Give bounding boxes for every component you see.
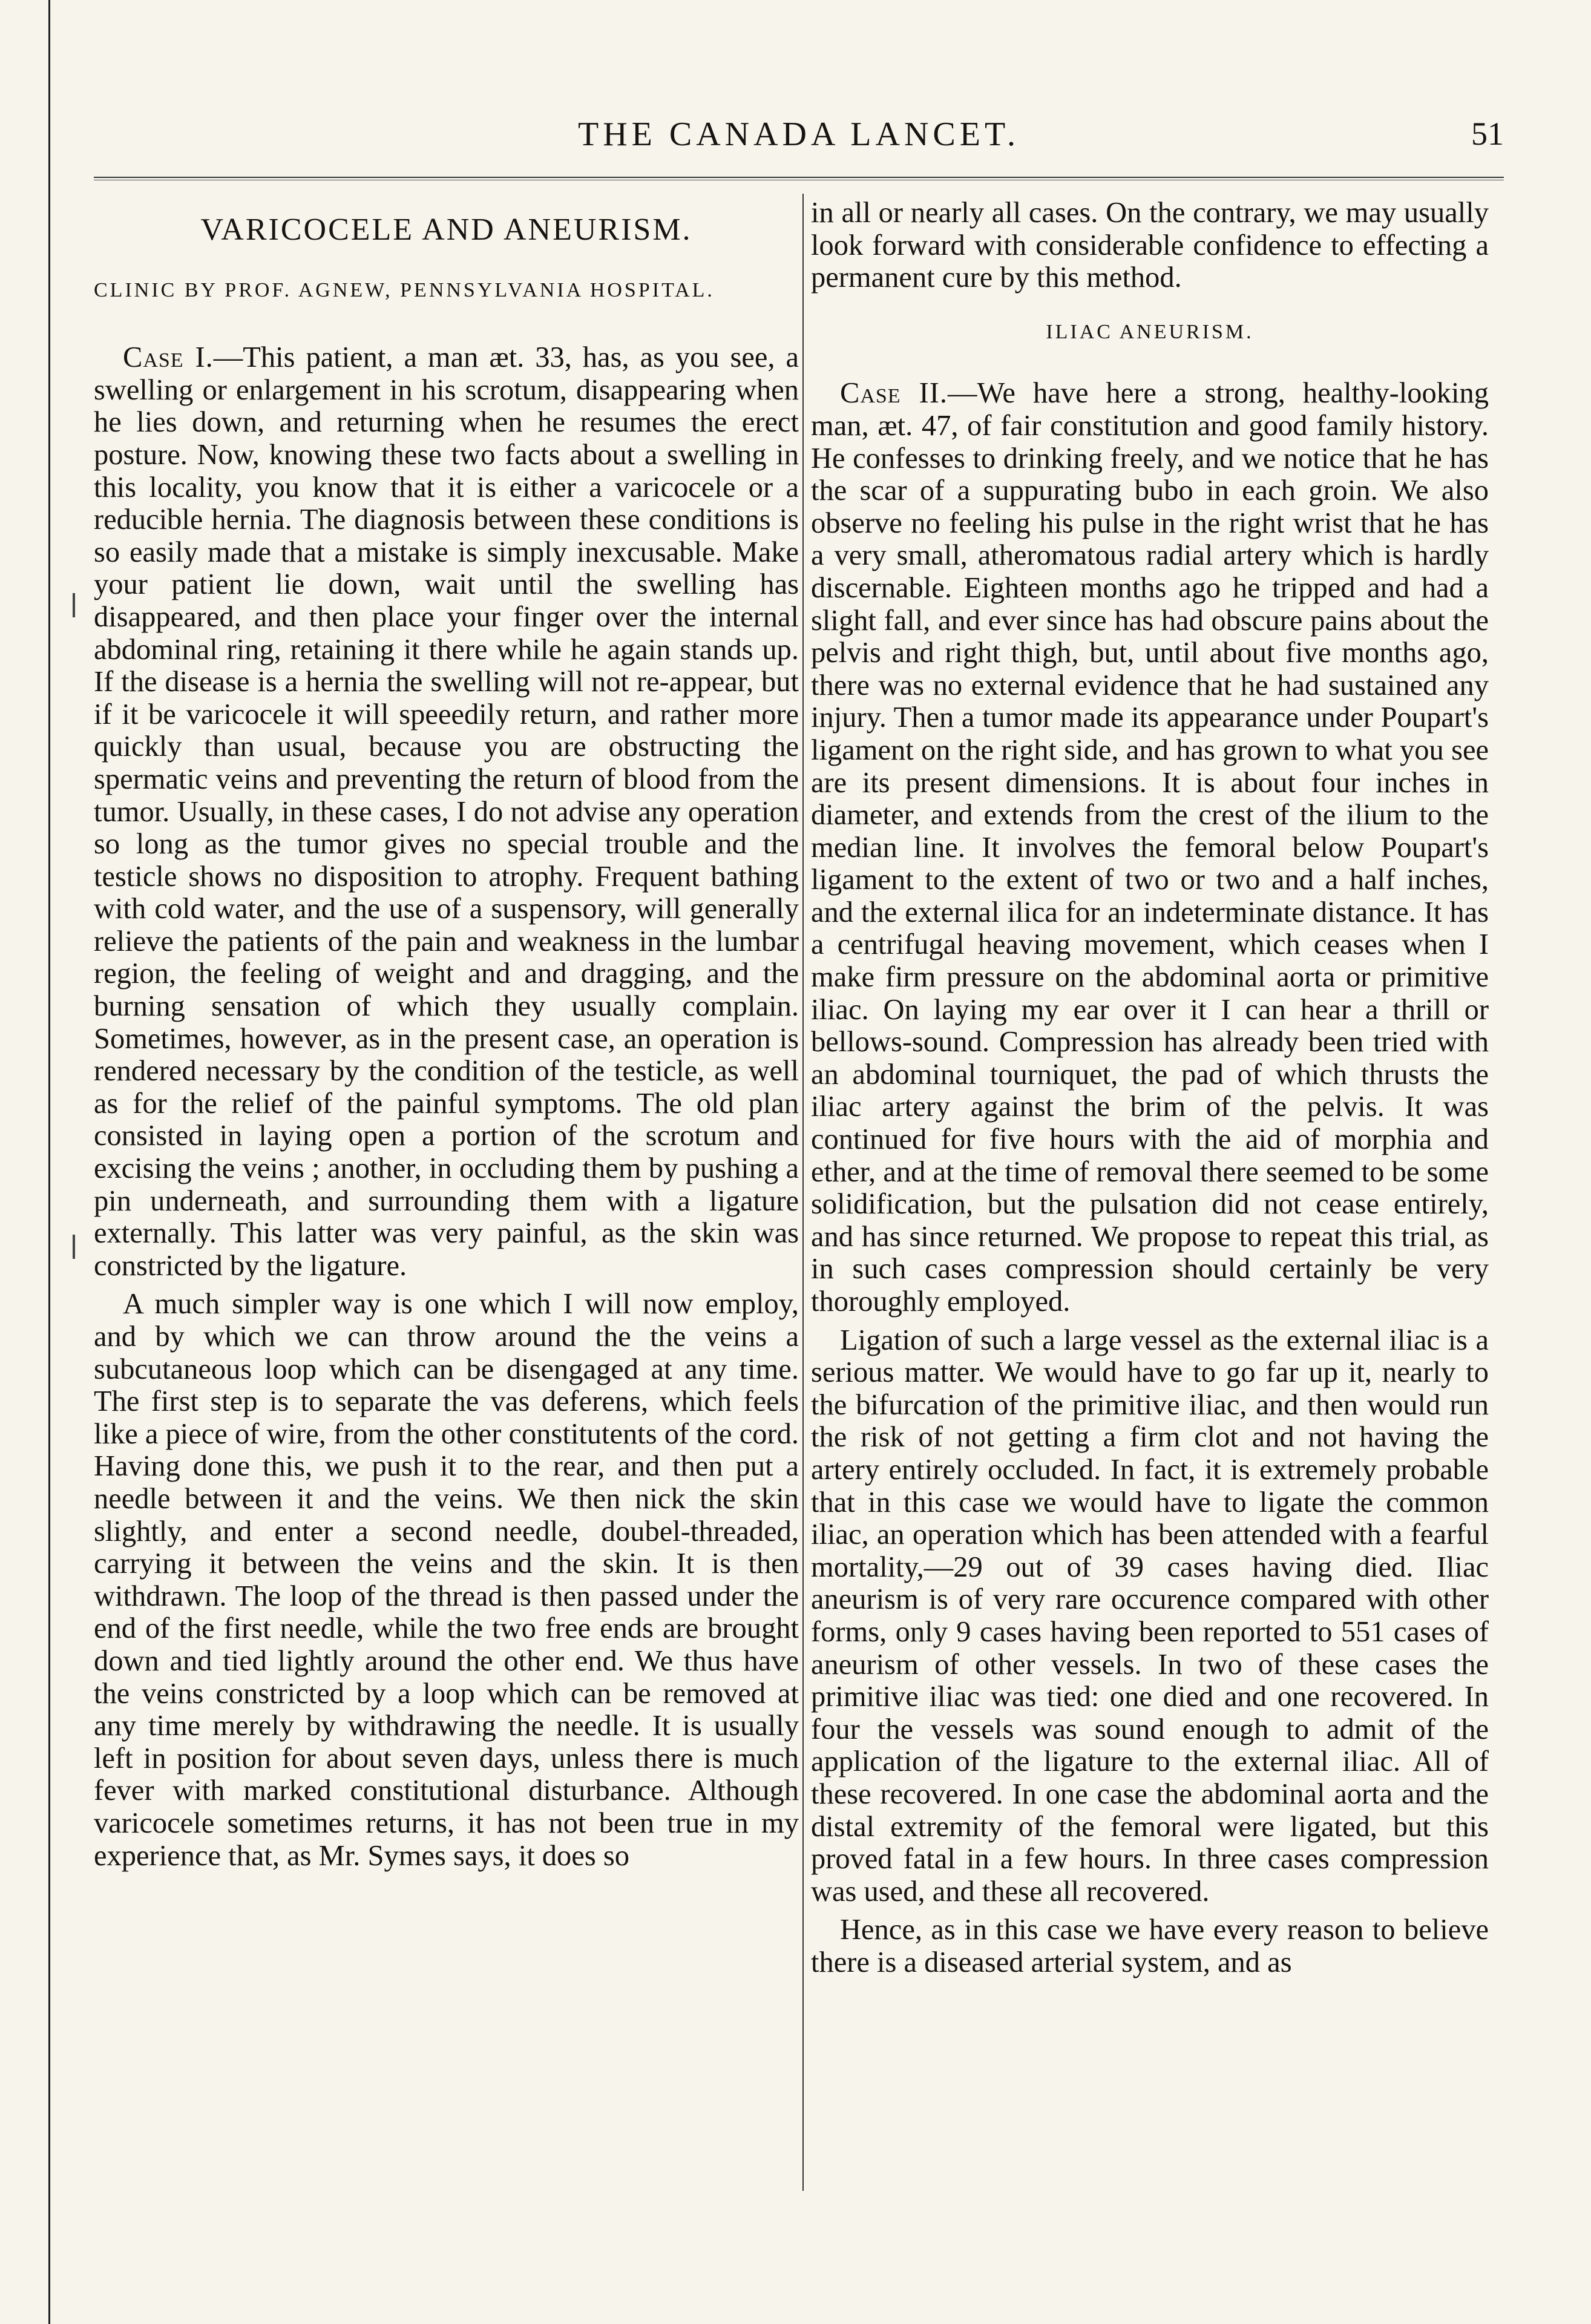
case-one-label: Case I.: [123, 341, 214, 374]
margin-mark: [73, 1235, 75, 1259]
section-heading: ILIAC ANEURISM.: [1046, 320, 1254, 343]
page-binding-edge: [48, 0, 50, 2324]
case-one-text: —This patient, a man æt. 33, has, as you see, a swelling or enlargement in his scrotum, disappearing when he lies down, and returning when he resumes the erect posture. Now, knowing these two facts about a swelling in this locality, you know that it is either a varicocele or a reducible hernia. The diagnosis between these conditions is so easily made that a mistake is simply inexcusable. Make your patient lie down, wait until the swelling has disappeared, and then place your finger over the internal abdominal ring, retaining it there while he again stands up. If the disease is a hernia the swelling will not re-appear, but if it be varicocele it will speeedily return, and rather more quickly than usual, because you are obstructing the spermatic veins and preventing the return of blood from the tumor. Usually, in these cases, I do not advise any operation so long as the tumor gives no special trouble and the testicle shows no disposition to atrophy. Frequent bathing with cold water, and the use of a suspensory, will generally relieve the patients of the pain and weakness in the lumbar region, the feeling of weight and and dragging, and the burning sensation of which they usually complain. Sometimes, however, as in the present case, an operation is rendered necessary by the condition of the testicle, as well as for the relief of the painful symptoms. The old plan consisted in laying open a portion of the scrotum and excising the veins ; another, in occluding them by pushing a pin underneath, and surrounding them with a ligature externally. This latter was very painful, as the skin was constricted by the ligature.: [94, 341, 799, 1282]
journal-title: THE CANADA LANCET.: [577, 116, 1020, 153]
page-number: 51: [1471, 116, 1504, 152]
case-two-label: Case II.: [840, 377, 948, 410]
column-divider: [802, 194, 804, 2191]
conclusion-paragraph: Hence, as in this case we have every reason to believe there is a diseased arterial system, and as: [811, 1914, 1489, 1978]
article-byline: CLINIC BY PROF. AGNEW, PENNSYLVANIA HOSPITAL.: [94, 278, 715, 301]
right-column: [811, 197, 1489, 2188]
case-two-text: —We have here a strong, healthy-looking man, æt. 47, of fair constitution and good family history. He confesses to drinking freely, and we notice that he has the scar of a suppurating bubo in each groin. We also observe no feeling his pulse in the right wrist that he has a very small, atheromatous radial artery which is hardly discernable. Eighteen months ago he tripped and had a slight fall, and ever since has had obscure pains about the pelvis and right thigh, but, until about five months ago, there was no external evidence that he had sustained any injury. Then a tumor made its appearance under Poupart's ligament on the right side, and has grown to what you see are its present dimensions. It is about four inches in diameter, and extends from the crest of the ilium to the median line. It involves the femoral below Poupart's ligament to the extent of two or two and a half inches, and the external ilica for an indeterminate distance. It has a centrifugal heaving movement, which ceases when I make firm pressure on the abdominal aorta or primitive iliac. On laying my ear over it I can hear a thrill or bellows-sound. Compression has already been tried with an abdominal tourniquet, the pad of which thrusts the iliac artery against the brim of the pelvis. It was continued for five hours with the aid of morphia and ether, and at the time of removal there seemed to be some solidification, but the pulsation did not cease entirely, and has since returned. We propose to repeat this trial, as in such cases compression should certainly be very thoroughly employed.: [811, 377, 1489, 1318]
case-one-continuation: in all or nearly all cases. On the contrary, we may usually look forward with considerable confidence to effecting a permanent cure by this method.: [811, 197, 1489, 294]
ligation-paragraph: Ligation of such a large vessel as the external iliac is a serious matter. We would have to go far up it, nearly to the bifurcation of the primitive iliac, and then would run the risk of not getting a firm clot and not having the artery entirely occluded. In fact, it is extremely probable that in this case we would have to ligate the common iliac, an operation which has been attended with a fearful mortality,—29 out of 39 cases having died. Iliac aneurism is of very rare occurence compared with other forms, only 9 cases having been reported to 551 cases of aneurism of other vessels. In two of these cases the primitive iliac was tied: one died and one recovered. In four the vessels was sound enough to admit of the application of the ligature to the external iliac. All of these recovered. In one case the abdominal aorta and the distal extremity of the femoral were ligated, but this proved fatal in a few hours. In three cases compression was used, and these all recovered.: [811, 1324, 1489, 1908]
case-one-operation-paragraph: A much simpler way is one which I will now employ, and by which we can throw around the the veins a subcutaneous loop which can be disengaged at any time. The first step is to separate the vas deferens, which feels like a piece of wire, from the other constitutents of the cord. Having done this, we push it to the rear, and then put a needle between it and the veins. We then nick the skin slightly, and enter a second needle, doubel-threaded, carrying it between the veins and the skin. It is then withdrawn. The loop of the thread is then passed under the end of the first needle, while the two free ends are brought down and tied lightly around the other end. We thus have the veins constricted by a loop which can be removed at any time merely by withdrawing the needle. It is usually left in position for about seven days, unless there is much fever with marked constitutional disturbance. Although varicocele sometimes returns, it has not been true in my experience that, as Mr. Symes says, it does so: [94, 1288, 799, 1872]
margin-mark: [73, 593, 75, 617]
running-head: [94, 115, 1504, 169]
header-rule: [94, 177, 1504, 180]
case-two-paragraph: [811, 377, 1489, 1318]
left-column: [94, 197, 799, 2188]
case-one-paragraph: [94, 341, 799, 1282]
article-title: VARICOCELE AND ANEURISM.: [200, 212, 692, 247]
